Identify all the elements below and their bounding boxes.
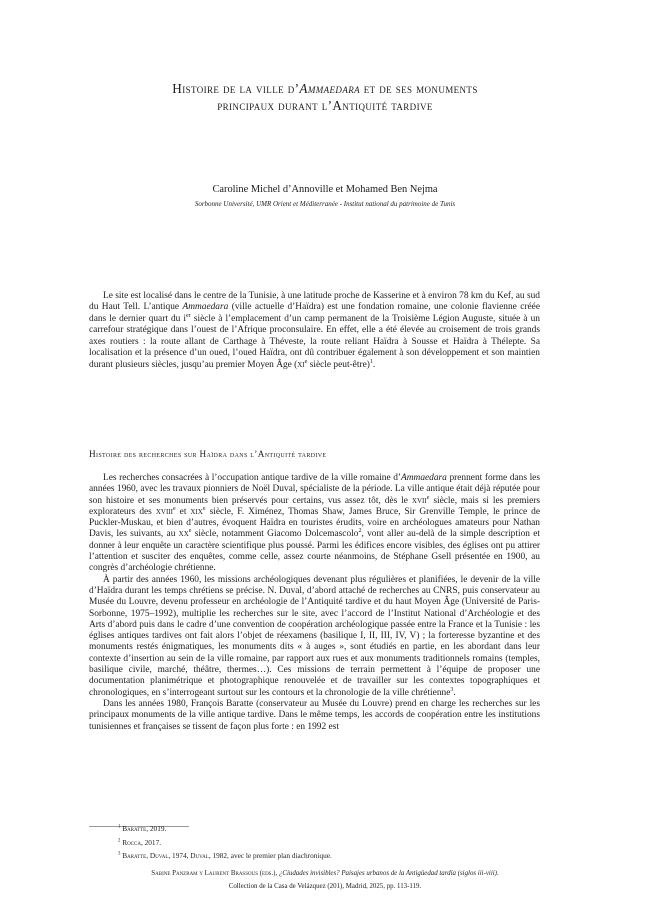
intro-paragraph: Le site est localisé dans le centre de la Tunisie, à une latitude proche de Kasserine et à environ 78 km du Kef, au sud du Haut Tell. L’antique Ammaedara (ville actuelle d’Haïdra) est une fondation romaine, une colonie flavienne créée dans le dernier quart du $i^{er}$ siècle à l’emplacement d’un camp permanent de la Troisième Légion Auguste, située à un carrefour stratégique dans l’ouest de l’Afrique proconsulaire. En effet, elle a été élevée au croisement de trois grands axes routiers : la route allant de Carthage à Théveste, la route reliant Haïdra à Sousse et Haïdra à Thélepte. Sa localisation et la présence d’un oued, l’oued Haïdra, ont dû contribuer également à son développement et son maintien durant plusieurs siècles, jusqu’au premier Moyen Âge ($xi^e$ siècle peut-être)$^1$. (89, 291, 541, 370)
affiliation: Sorbonne Université, UMR Orient et Méditerranée - Institut national du patrimoine de Tunis (194, 200, 456, 208)
citation-line-2: Collection de la Casa de Velázquez (201), Madrid, 2025, pp. 113-119. (228, 883, 422, 890)
body-text (89, 473, 540, 733)
body-paragraph: À partir des années 1960, les missions archéologiques devenant plus régulières et planifiées, le devenir de la ville d’Haïdra durant les temps chrétiens se précise. N. Duval, d’abord attaché de recherches au CNRS, puis conservateur au Musée du Louvre, devenu professeur en archéologie de l’Antiquité tardive et du haut Moyen Âge (Université de Paris-Sorbonne, 1975–1992), multiplie les recherches sur le site, avec l’accord de l’Institut National d’Archéologie et des Arts d’abord puis dans le cadre d’une convention de coopération archéologique passée entre la France et la Tunisie : les églises antiques tardives ont fait alors l’objet de réexamens (basilique I, II, III, IV, V) ; la forteresse byzantine et des monuments restés énigmatiques, les monuments dits « à auges », sont étudiés en partie, en les abordant dans leur contexte d’insertion au sein de la ville romaine, par rapport aux rues et aux monuments traditionnels romains (temples, basilique civile, marché, théâtre, thermes…). Ces missions de terrain permettent à l’équipe de proposer une documentation planimétrique et photographique renouvelée et de travailler sur les contextes topographiques et chronologiques, en s’interrogeant surtout sur les contours et la chronologie de la ville chrétienne$^3$. (89, 574, 540, 698)
body-paragraph: Dans les années 1980, François Baratte (conservateur au Musée du Louvre) prend en charge les recherches sur les principaux monuments de la ville antique tardive. Dans le même temps, les accords de coopération entre les institutions tunisiennes et françaises se tissent de façon plus forte : en 1992 est (89, 698, 540, 732)
article-title (90, 80, 560, 114)
title-line-2: principaux durant l’Antiquité tardive (217, 98, 433, 113)
authors: Caroline Michel d’Annoville et Mohamed Ben Nejma (212, 184, 438, 195)
book-citation (80, 867, 570, 893)
footnote: $^1$ Baratte, 2019. (118, 824, 167, 833)
citation-line-1: Sabine Panzram y Laurent Brassous (eds.), ¿Ciudades invisibles? Paisajes urbanos de la Antigüedad tardía (siglos iii-viii). (151, 870, 499, 877)
body-paragraph: Les recherches consacrées à l’occupation antique tardive de la ville romaine d’Ammaedara prennent forme dans les années 1960, avec les travaux pionniers de Noël Duval, spécialiste de la période. La ville antique était déjà réputée pour son histoire et ses monuments bien préservés pour certains, vus assez tôt, dès le xvii$^e$ siècle, mais si les premiers explorateurs des xviii$^e$ et xix$^e$ siècle, F. Ximénez, Thomas Shaw, James Bruce, Sir Grenville Temple, le prince de Puckler-Muskau, et bien d’autres, évoquent Haïdra en touristes érudits, voire en archéologues amateurs pour Nathan Davis, les suivants, au $xx^e$ siècle, notamment Giacomo Dolcemascolo$^2$, vont aller au-delà de la simple description et donner à leur enquête un caractère scientifique plus poussé. Parmi les édifices encore visibles, des églises ont pu attirer l’attention et susciter des enquêtes, comme celle, assez courte néanmoins, de Stéphane Gsell présentée en 1900, au congrès d’archéologie chrétienne. (89, 473, 540, 574)
title-text: Histoire de la ville d’ (172, 81, 300, 96)
footnote-ref[interactable]: 3 (450, 686, 454, 693)
title-line-1 (90, 80, 560, 97)
footnote: $^2$ Rocca, 2017. (118, 837, 162, 847)
title-italic: Ammaedara (299, 81, 361, 96)
footnote: $^3$ Baratte, Duval, 1974, Duval, 1982, avec le premier plan diachronique. (118, 851, 332, 861)
footnotes (118, 822, 538, 863)
title-text: et de ses monuments (360, 81, 478, 96)
section-heading: Histoire des recherches sur Haïdra dans l’Antiquité tardive (89, 449, 327, 459)
footnote-ref[interactable]: 2 (358, 528, 362, 535)
footnote-ref[interactable]: 1 (369, 358, 373, 365)
